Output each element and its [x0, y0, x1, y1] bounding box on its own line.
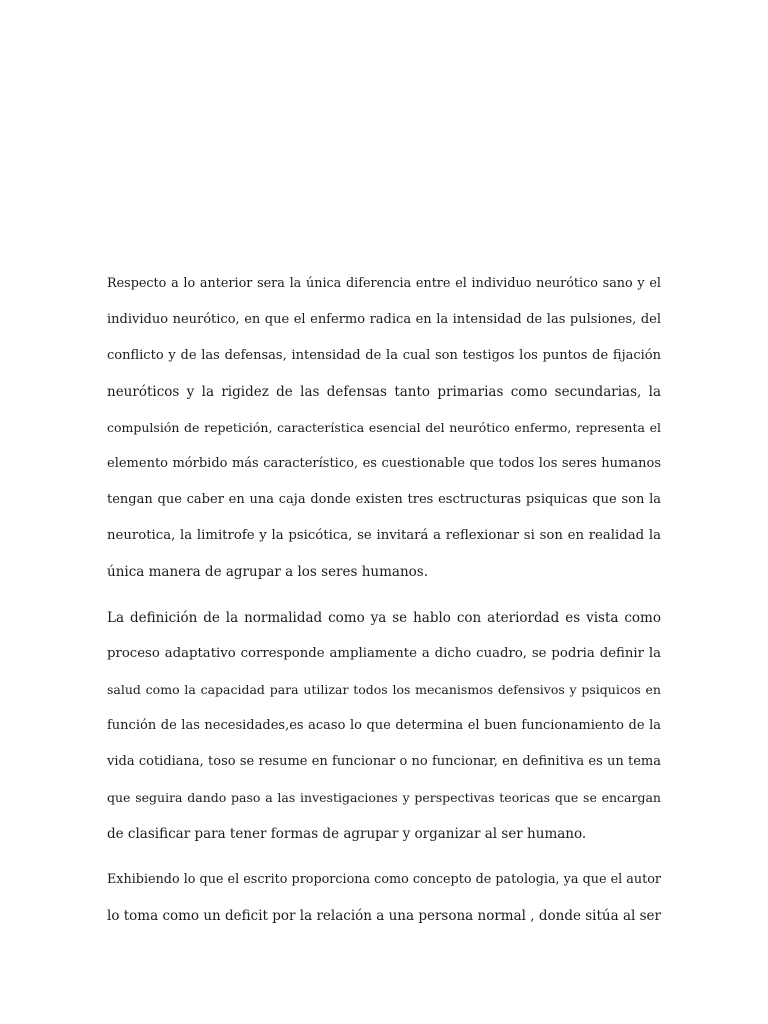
document-body: [107, 266, 661, 944]
text-line: tengan que caber en una caja donde existen tres esctructuras psiquicas que son la: [107, 492, 661, 507]
text-line: lo toma como un deficit por la relación a una persona normal , donde sitúa al ser: [107, 908, 661, 924]
text-line: compulsión de repetición, característica esencial del neurótico enfermo, representa el: [107, 420, 661, 435]
text-line: proceso adaptativo corresponde ampliamente a dicho cuadro, se podria definir la: [107, 646, 661, 661]
text-line: vida cotidiana, toso se resume en funcionar o no funcionar, en definitiva es un tema: [107, 754, 661, 769]
text-line: Respecto a lo anterior sera la única diferencia entre el individuo neurótico sano y el: [107, 276, 661, 291]
paragraph-1: [107, 266, 661, 590]
paragraph-2: [107, 600, 661, 852]
text-line: conflicto y de las defensas, intensidad de la cual son testigos los puntos de fijación: [107, 348, 661, 363]
text-line: Exhibiendo lo que el escrito proporciona como concepto de patologia, ya que el autor: [107, 872, 661, 887]
text-line: de clasificar para tener formas de agrupar y organizar al ser humano.: [107, 826, 587, 842]
text-line: que seguira dando paso a las investigaciones y perspectivas teoricas que se encargan: [107, 790, 661, 805]
text-line: neurotica, la limitrofe y la psicótica, se invitará a reflexionar si son en realidad la: [107, 528, 661, 543]
text-line: salud como la capacidad para utilizar todos los mecanismos defensivos y psiquicos en: [107, 682, 661, 697]
text-line: única manera de agrupar a los seres humanos.: [107, 564, 428, 580]
text-line: individuo neurótico, en que el enfermo radica en la intensidad de las pulsiones, del: [107, 312, 661, 327]
text-line: neuróticos y la rigidez de las defensas tanto primarias como secundarias, la: [107, 384, 661, 400]
text-line: La definición de la normalidad como ya se hablo con ateriordad es vista como: [107, 610, 661, 626]
text-line: elemento mórbido más característico, es cuestionable que todos los seres humanos: [107, 456, 661, 471]
text-line: función de las necesidades,es acaso lo que determina el buen funcionamiento de la: [107, 718, 661, 733]
paragraph-3: [107, 862, 661, 934]
